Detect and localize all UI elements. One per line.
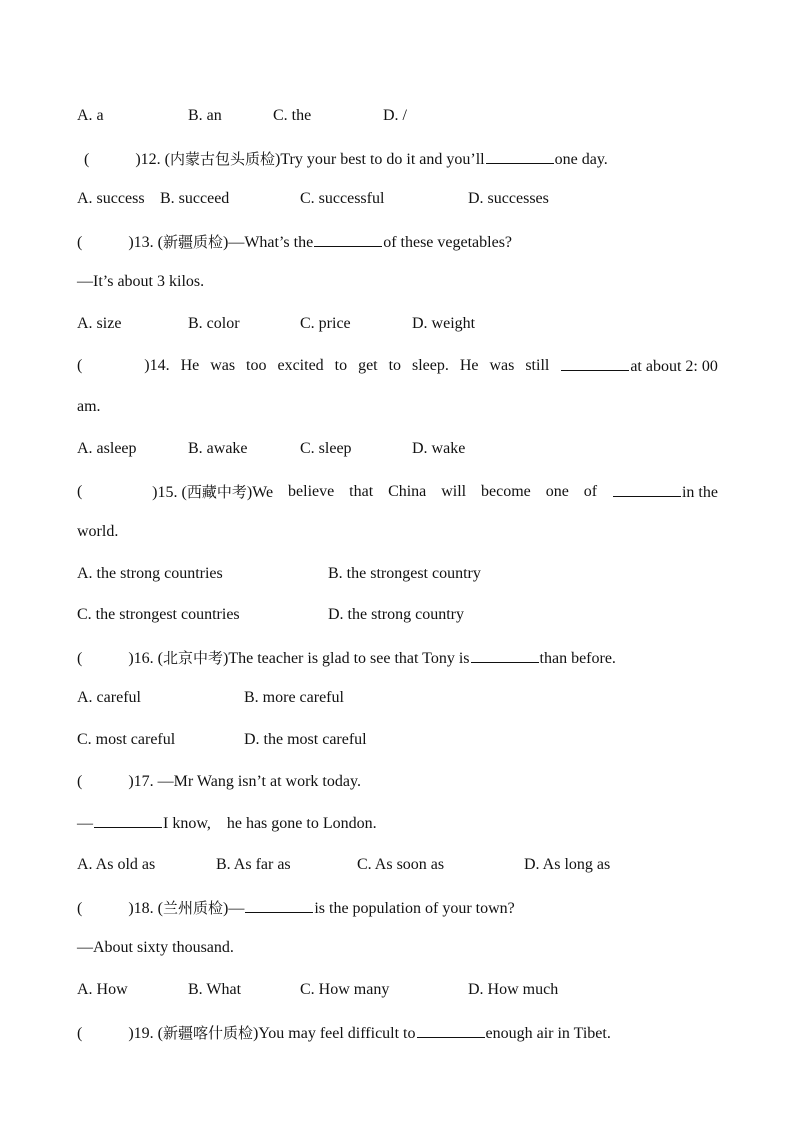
question-text: is the population of your town? [314, 900, 515, 917]
q17-stem [77, 772, 361, 792]
word: was [489, 357, 515, 374]
question-text: of these vegetables? [383, 234, 513, 251]
q14-continuation: am. [77, 398, 101, 415]
question-text: enough air in Tibet. [485, 1025, 611, 1042]
question-text: )Try your best to do it and you’ll [275, 151, 485, 168]
word: believe [288, 483, 335, 500]
q12-option-b: B. succeed [160, 190, 230, 207]
q16-option-d: D. the most careful [244, 731, 367, 748]
word: become [481, 483, 531, 500]
q13-option-b: B. color [188, 315, 240, 332]
q17-option-c: C. As soon as [357, 856, 445, 873]
word: of [583, 483, 598, 500]
question-number: )18. ( [128, 900, 163, 917]
q14-option-b: B. awake [188, 440, 248, 457]
answer-blank[interactable] [486, 149, 554, 164]
dash: — [77, 815, 93, 832]
paren: ( [77, 1025, 83, 1042]
q15-continuation: world. [77, 523, 119, 540]
q17-option-d: D. As long as [524, 856, 611, 873]
answer-blank[interactable] [94, 813, 162, 828]
paren: ( [77, 650, 83, 667]
word: one [545, 483, 569, 500]
question-number: )13. ( [128, 234, 163, 251]
q17-reply [77, 813, 377, 834]
q16-stem [77, 648, 616, 669]
q16-option-b: B. more careful [244, 689, 344, 706]
question-number: )12. ( [135, 151, 170, 168]
q13-option-c: C. price [300, 315, 351, 332]
question-number: )19. ( [128, 1025, 163, 1042]
question-number: )14. [144, 357, 170, 374]
q18-option-c: C. How many [300, 981, 390, 998]
q15-option-b: B. the strongest country [328, 565, 481, 582]
question-source: 兰州质检 [162, 899, 223, 917]
word: that [349, 483, 374, 500]
q11-option-d: D. / [383, 107, 407, 124]
answer-blank[interactable] [561, 356, 629, 371]
q13-option-d: D. weight [412, 315, 476, 332]
paren: ( [77, 773, 83, 790]
answer-blank[interactable] [613, 482, 681, 497]
q12-option-a: A. success [77, 190, 145, 207]
q12-option-c: C. successful [300, 190, 385, 207]
question-text: at about 2: 00 [630, 358, 718, 375]
q18-stem [77, 898, 515, 919]
q11-option-c: C. the [273, 107, 312, 124]
q11-option-a: A. a [77, 107, 104, 124]
q15-option-a: A. the strong countries [77, 565, 223, 582]
question-text: than before. [539, 650, 616, 667]
question-text: )— [223, 900, 245, 917]
question-source: 北京中考 [162, 649, 223, 667]
q13-stem [77, 232, 512, 253]
word: to [334, 357, 348, 374]
q12-stem [84, 149, 608, 170]
word: was [210, 357, 236, 374]
word: too [246, 357, 267, 374]
question-text: )You may feel difficult to [253, 1025, 416, 1042]
q18-option-b: B. What [188, 981, 242, 998]
question-text: one day. [554, 151, 608, 168]
question-text: )—What’s the [223, 234, 314, 251]
q14-stem [77, 356, 718, 377]
question-source: 新疆质检 [162, 233, 223, 251]
answer-blank[interactable] [417, 1023, 485, 1038]
q17-option-a: A. As old as [77, 856, 156, 873]
q15-option-c: C. the strongest countries [77, 606, 240, 623]
q18-option-a: A. How [77, 981, 128, 998]
q14-option-c: C. sleep [300, 440, 352, 457]
q14-option-d: D. wake [412, 440, 466, 457]
word: He [459, 357, 479, 374]
q15-stem [77, 482, 718, 503]
q13-reply: —It’s about 3 kilos. [77, 273, 205, 290]
word: sleep. [412, 357, 449, 374]
word: still [525, 357, 550, 374]
q12-option-d: D. successes [468, 190, 549, 207]
q13-option-a: A. size [77, 315, 122, 332]
question-number: )16. ( [128, 650, 163, 667]
question-text: I know, he has gone to London. [163, 815, 377, 832]
question-source: 西藏中考 [186, 483, 247, 501]
q18-option-d: D. How much [468, 981, 559, 998]
paren: ( [77, 900, 83, 917]
paren: ( [77, 483, 83, 500]
q19-stem [77, 1023, 611, 1044]
question-text: )17. —Mr Wang isn’t at work today. [128, 773, 361, 790]
word: China [388, 483, 427, 500]
q14-option-a: A. asleep [77, 440, 137, 457]
paren: ( [77, 357, 83, 374]
answer-blank[interactable] [245, 898, 313, 913]
q11-option-b: B. an [188, 107, 222, 124]
q15-option-d: D. the strong country [328, 606, 464, 623]
paren: ( [77, 234, 83, 251]
answer-blank[interactable] [314, 232, 382, 247]
question-source: 内蒙古包头质检 [169, 150, 275, 168]
word: to [388, 357, 402, 374]
question-text: in the [681, 484, 718, 501]
word: will [441, 483, 467, 500]
question-number: )15. ( [152, 484, 187, 501]
q16-option-a: A. careful [77, 689, 141, 706]
word: )We [246, 484, 274, 501]
word: get [358, 357, 378, 374]
word: excited [277, 357, 324, 374]
q18-reply: —About sixty thousand. [77, 939, 234, 956]
question-text: )The teacher is glad to see that Tony is [223, 650, 470, 667]
paren: ( [84, 151, 90, 168]
q16-option-c: C. most careful [77, 731, 176, 748]
answer-blank[interactable] [471, 648, 539, 663]
question-source: 新疆喀什质检 [162, 1024, 253, 1042]
q17-option-b: B. As far as [216, 856, 291, 873]
word: He [180, 357, 200, 374]
